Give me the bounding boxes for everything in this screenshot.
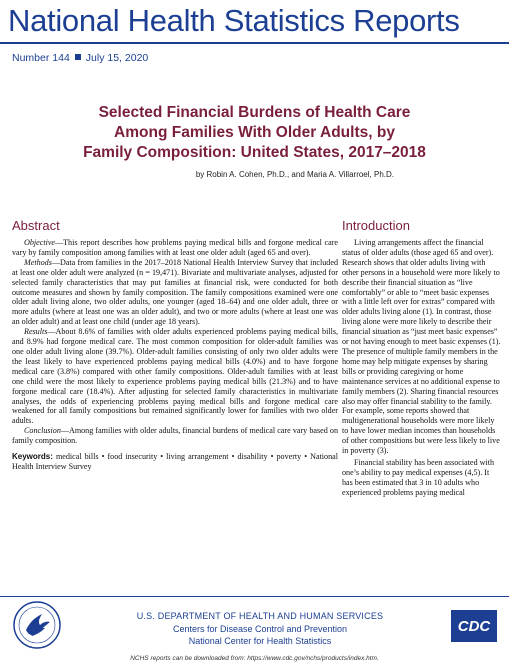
report-date: July 15, 2020 xyxy=(85,52,149,64)
cdc-name: Centers for Disease Control and Prevention xyxy=(172,624,348,634)
cdc-logo-icon xyxy=(451,610,497,642)
abstract-results xyxy=(12,327,338,426)
introduction-body xyxy=(342,238,502,498)
keywords xyxy=(12,452,338,472)
abstract-body xyxy=(12,238,338,472)
abstract-methods xyxy=(12,258,338,327)
results-text: —About 8.6% of families with older adults experienced problems paying medical bills, and 8.9% had forgone medical care. The most common composition for older-adult families was one older adult living alone (39.7%). Older-adult families consisting of only two older adults were the least likely to have experienced problems paying medical bills (4.0%) and to have forgone medical care (3.8%) compared with other family compositions. Older-adult families with at least one child were the most likely to experience problems paying medical bills (21.3%) and to have forgone medical care (18.4%). After adjusting for selected family characteristics in multivariate analyses, the odds of experiencing problems paying medical bills and forgone medical care weakened for all family compositions but remained significantly lower for families with two older adults. xyxy=(12,327,338,426)
report-title xyxy=(20,103,489,163)
cdc-logo-text: CDC xyxy=(457,618,491,635)
issue-info xyxy=(12,52,148,64)
conclusion-label: Conclusion xyxy=(24,426,61,436)
square-bullet-icon xyxy=(75,54,81,60)
keywords-label: Keywords: xyxy=(12,452,53,462)
introduction-heading: Introduction xyxy=(342,218,410,233)
abstract-conclusion xyxy=(12,426,338,446)
intro-paragraph-2: Financial stability has been associated with one’s ability to pay medical expenses (4,5). It has been estimated that 3 in 10 adults who experienced problems paying medical xyxy=(342,457,495,497)
title-line-1: Selected Financial Burdens of Health Care xyxy=(98,104,411,121)
department-name: U.S. DEPARTMENT OF HEALTH AND HUMAN SERVICES xyxy=(136,611,384,621)
hhs-eagle-logo-icon xyxy=(12,600,62,650)
intro-paragraph-1: Living arrangements affect the financial status of older adults (those aged 65 and over). Research shows that older adults living with other persons in a household were more likely to describe their financial situation as “live comfortably” or able to “meet basic expenses with a little left over for extras” compared with older adults living alone (1). In contrast, those living alone were more likely to describe their financial situation as “just meet basic expenses” or not having enough to meet basic expenses (1). The presence of multiple family members in the home may help mitigate expenses by sharing bills or providing caregiving or home maintenance services at no additional expense to family members (2). Sharing financial resources also may offer financial stability to the family. For example, some reports showed that multigenerational households were more likely to have lower median incomes than households of other compositions but were less likely to live in poverty (3). xyxy=(342,238,501,456)
keywords-text: medical bills • food insecurity • living arrangement • disability • poverty • National Health Interview Survey xyxy=(12,452,338,471)
title-line-2: Among Families With Older Adults, by xyxy=(114,124,395,141)
series-title: National Health Statistics Reports xyxy=(8,3,460,38)
title-line-3: Family Composition: United States, 2017–2018 xyxy=(83,144,426,161)
methods-label: Methods xyxy=(24,257,52,267)
results-label: Results xyxy=(24,327,48,337)
download-note: NCHS reports can be downloaded from: https://www.cdc.gov/nchs/products/index.htm. xyxy=(130,655,379,662)
objective-text: —This report describes how problems paying medical bills and forgone medical care vary by family composition among families with at least one older adult (aged 65 and over). xyxy=(12,238,338,257)
objective-label: Objective xyxy=(24,238,56,247)
nchs-name: National Center for Health Statistics xyxy=(188,636,332,646)
abstract-objective xyxy=(12,238,338,258)
conclusion-text: —Among families with older adults, financial burdens of medical care vary based on family composition. xyxy=(12,426,338,446)
authors: by Robin A. Cohen, Ph.D., and Maria A. Villarroel, Ph.D. xyxy=(195,170,394,179)
abstract-heading: Abstract xyxy=(12,218,60,233)
report-number: Number 144 xyxy=(12,52,70,64)
masthead-banner xyxy=(0,0,509,44)
methods-text: —Data from families in the 2017–2018 National Health Interview Survey that included at least one older adult were analyzed (n = 19,471). Bivariate and multivariate analyses, adjusted for selected family characteristics that may put families at financial risk, were conducted for both outcome measures and shown by family composition. The family compositions examined were one older adult living alone, two older adults, one younger (aged 18–64) and one older adult, three or more adults (where at least one was an older adult), and two or more adults (where at least one was an older adult) and at least one child (under age 18 years). xyxy=(12,257,338,327)
